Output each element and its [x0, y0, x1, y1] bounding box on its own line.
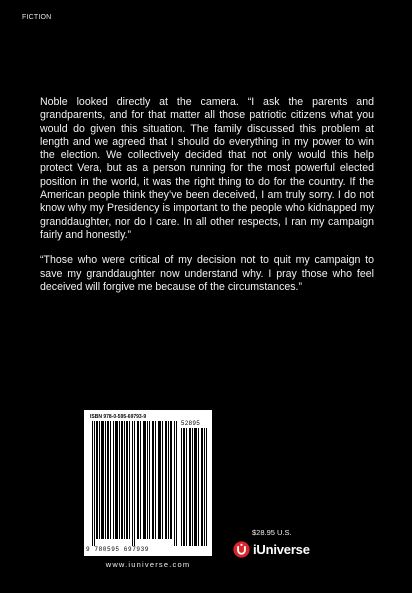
publisher-logo [233, 541, 310, 558]
isbn-label: ISBN 978-0-595-69793-9 [90, 414, 147, 420]
price-label: $28.95 U.S. [252, 528, 292, 537]
ean-digits: 9 780595 697939 [86, 546, 150, 553]
publisher-name: iUniverse [253, 542, 310, 557]
price-barcode-icon [181, 428, 207, 546]
barcode-block [84, 410, 212, 569]
blurb-paragraph-2: “Those who were critical of my decision not to quit my campaign to save my granddaughter now understand why. I pray those who feel deceived will forgive me because of the circumstances.” [40, 254, 374, 293]
website-url: www.iuniverse.com [105, 560, 191, 569]
blurb-paragraph-1: Noble looked directly at the camera. “I ask the parents and grandparents, and for that matter all those patriotic citizens what you would do given this situation. The family discussed this problem at length and we agreed that I should do everything in my power to win the election. We collectively decided that not only would this help protect Vera, but as a person running for the most powerful elected position in the world, it was the right thing to do for the country. If the American people think they’ve been deceived, I am truly sorry. I do not know why my Presidency is important to the people who kidnapped my granddaughter, nor do I care. In all other respects, I ran my campaign fairly and honestly.” [40, 96, 374, 241]
barcode-bars-icon [90, 421, 178, 546]
blurb-text [40, 96, 374, 306]
iuniverse-logo-icon [233, 541, 250, 558]
barcode [84, 410, 212, 556]
genre-label: FICTION [22, 14, 52, 21]
price-code: 52895 [181, 421, 201, 427]
